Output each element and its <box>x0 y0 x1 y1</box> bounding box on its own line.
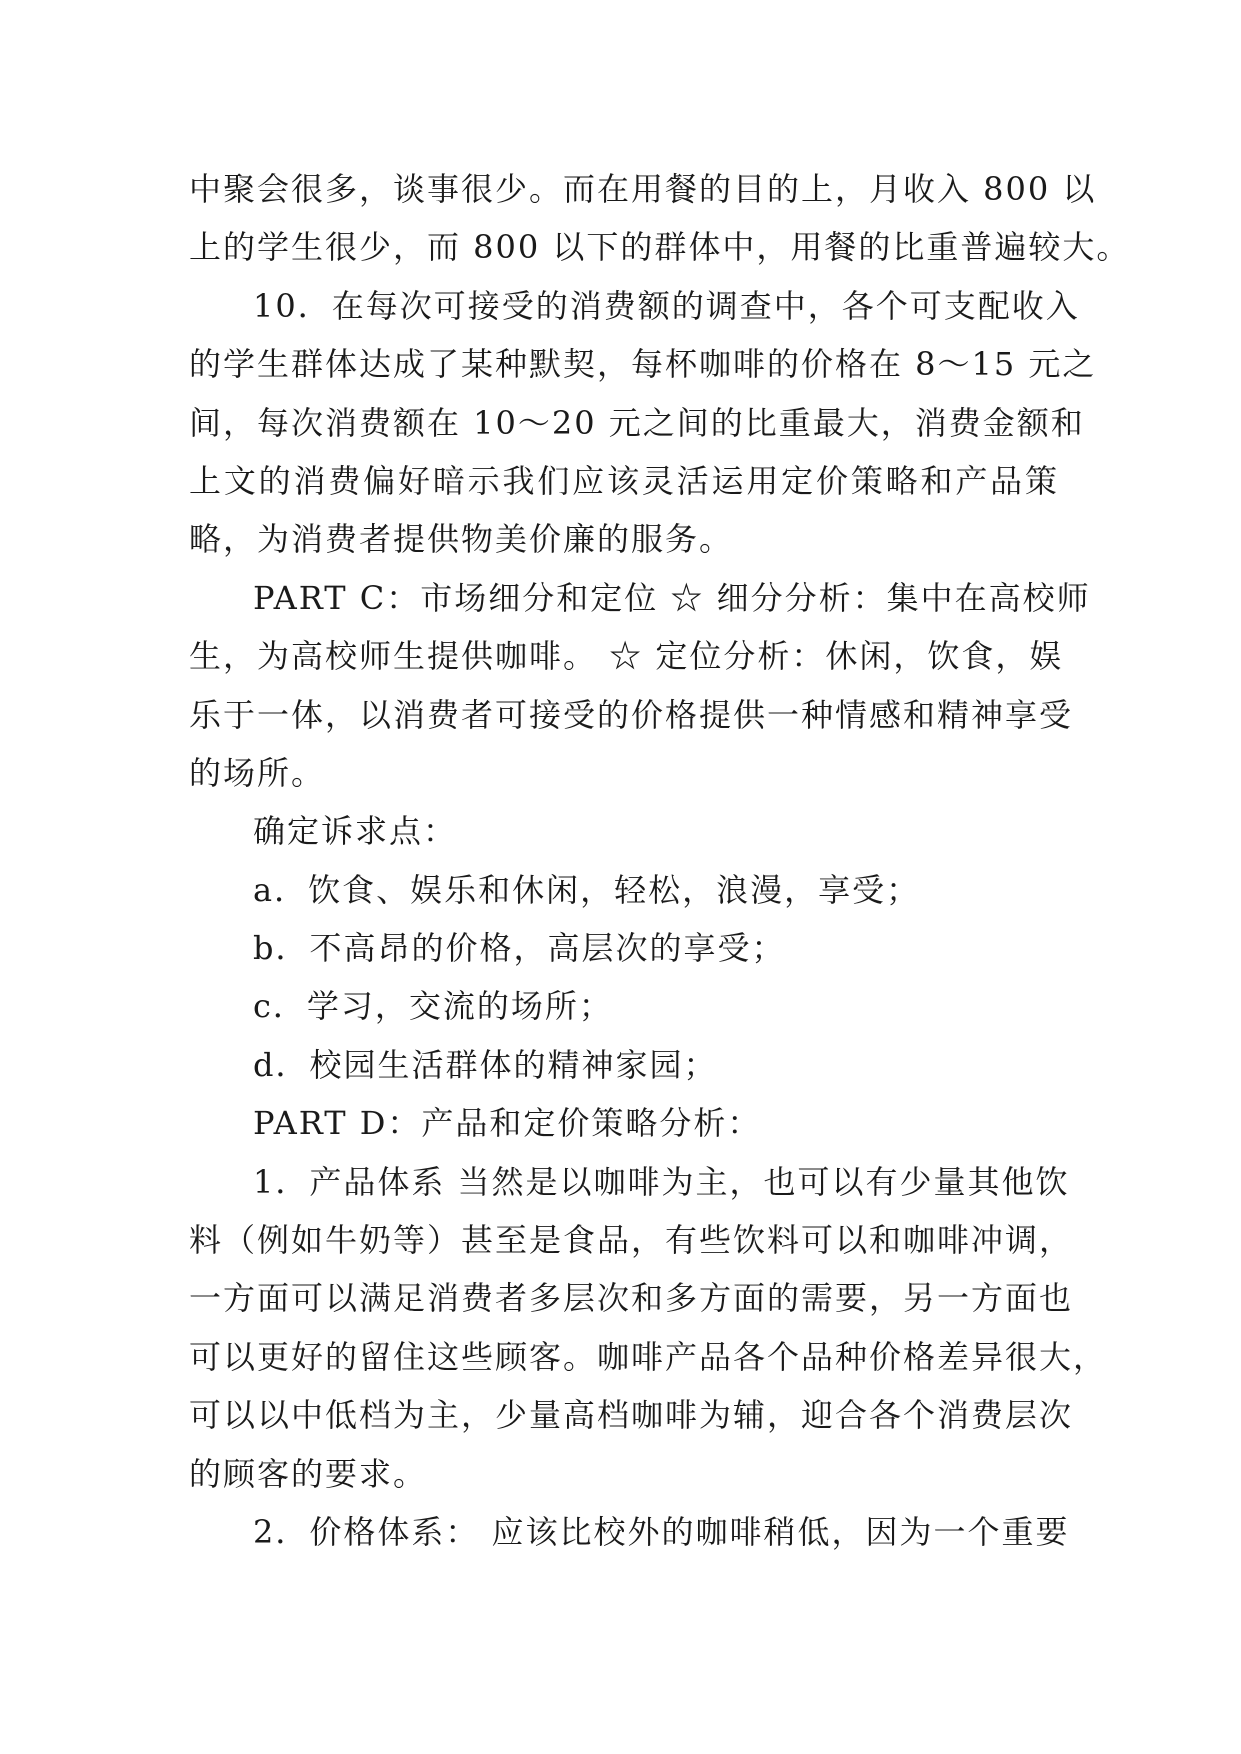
list-item: c．学习，交流的场所； <box>253 987 613 1026</box>
text-line: 可以更好的留住这些顾客。咖啡产品各个品种价格差异很大， <box>189 1337 1108 1376</box>
text-line: 可以以中低档为主，少量高档咖啡为辅，迎合各个消费层次 <box>189 1396 1074 1435</box>
text-line: 确定诉求点： <box>253 812 458 851</box>
text-line: 10．在每次可接受的消费额的调查中，各个可支配收入 <box>253 286 1080 325</box>
text-line: 一方面可以满足消费者多层次和多方面的需要，另一方面也 <box>189 1279 1074 1318</box>
text-line: 略，为消费者提供物美价廉的服务。 <box>189 520 734 559</box>
text-line: 乐于一体，以消费者可接受的价格提供一种情感和精神享受 <box>189 695 1074 734</box>
section-heading: PART D：产品和定价策略分析： <box>253 1104 762 1143</box>
text-line: 上的学生很少，而 800 以下的群体中，用餐的比重普遍较大。 <box>189 228 1131 267</box>
text-line: 间，每次消费额在 10～20 元之间的比重最大，消费金额和 <box>189 403 1085 442</box>
list-item: a．饮食、娱乐和休闲，轻松，浪漫，享受； <box>253 870 921 909</box>
text-line: 的学生群体达成了某种默契，每杯咖啡的价格在 8～15 元之 <box>189 345 1097 384</box>
document-page <box>189 160 1131 1561</box>
text-line: 生，为高校师生提供咖啡。 ☆ 定位分析：休闲，饮食，娱 <box>189 637 1064 676</box>
text-line: 料（例如牛奶等）甚至是食品，有些饮料可以和咖啡冲调， <box>189 1221 1074 1260</box>
text-line: PART C：市场细分和定位 ☆ 细分分析：集中在高校师 <box>253 578 1091 617</box>
text-line: 1．产品体系 当然是以咖啡为主，也可以有少量其他饮 <box>253 1162 1070 1201</box>
text-line: 2．价格体系： 应该比校外的咖啡稍低，因为一个重要 <box>253 1512 1070 1551</box>
text-line: 的场所。 <box>189 753 326 792</box>
text-line: 上文的消费偏好暗示我们应该灵活运用定价策略和产品策 <box>189 461 1059 500</box>
list-item: b．不高昂的价格，高层次的享受； <box>253 929 786 968</box>
list-item: d．校园生活群体的精神家园； <box>253 1045 718 1084</box>
text-line: 中聚会很多，谈事很少。而在用餐的目的上，月收入 800 以 <box>189 170 1097 208</box>
text-line: 的顾客的要求。 <box>189 1454 428 1493</box>
